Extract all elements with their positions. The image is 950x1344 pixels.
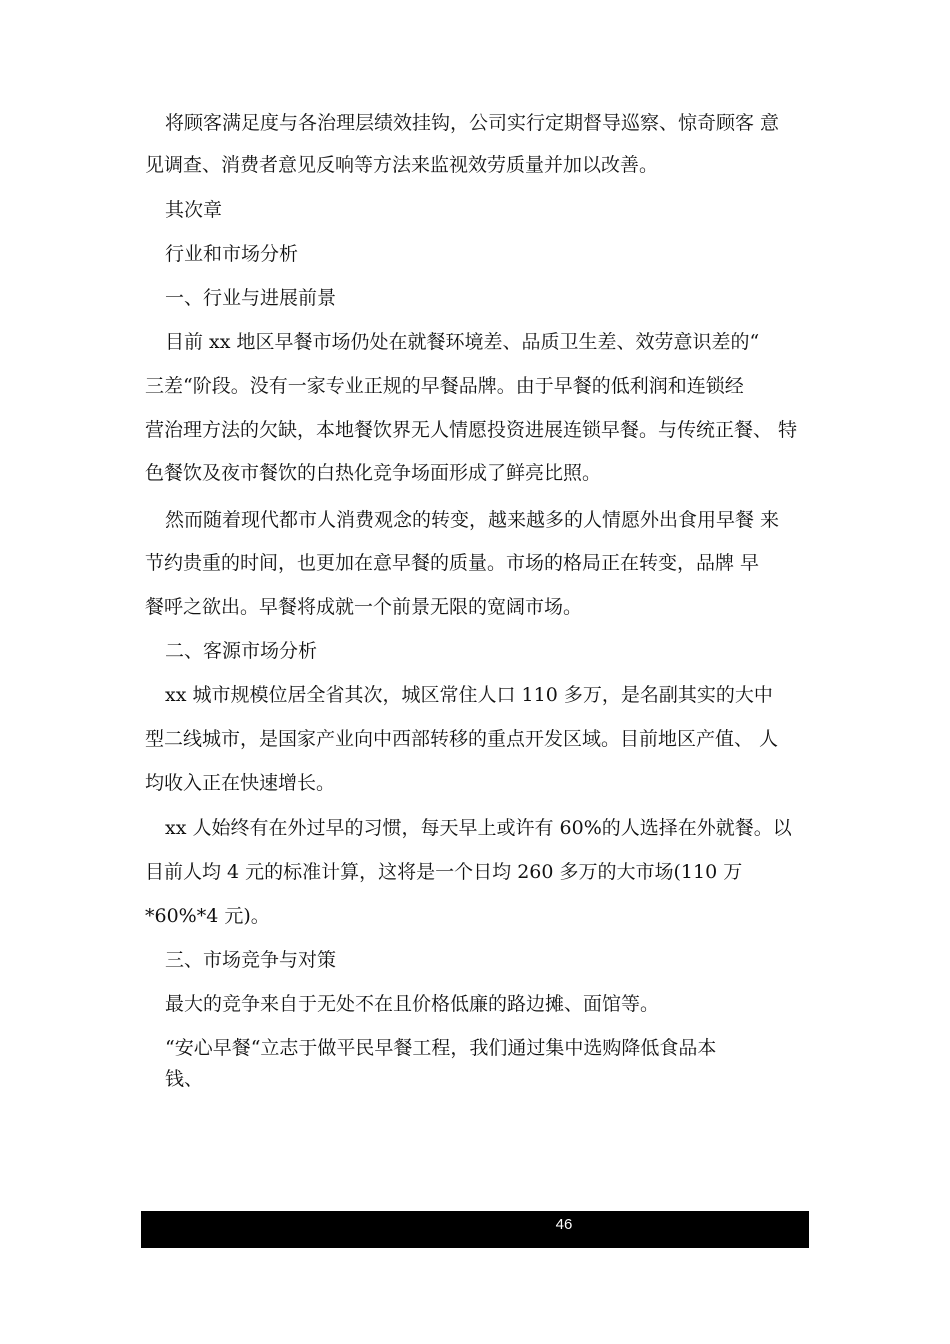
paragraph-line: 然而随着现代都市人消费观念的转变，越来越多的人情愿外出食用早餐 来 xyxy=(165,509,780,531)
paragraph-line: 三差“阶段。没有一家专业正规的早餐品牌。由于早餐的低利润和连锁经 xyxy=(145,375,744,397)
paragraph-line: 节约贵重的时间，也更加在意早餐的质量。市场的格局正在转变，品牌 早 xyxy=(145,552,760,574)
paragraph-line: 将顾客满足度与各治理层绩效挂钩，公司实行定期督导巡察、惊奇顾客 意 xyxy=(165,112,780,134)
section-heading: 二、客源市场分析 xyxy=(165,640,318,662)
paragraph-line: xx 人始终有在外过早的习惯，每天早上或许有 60%的人选择在外就餐。以 xyxy=(165,817,792,839)
paragraph-line: 最大的竞争来自于无处不在且价格低廉的路边摊、面馆等。 xyxy=(165,993,660,1015)
paragraph-line: xx 城市规模位居全省其次，城区常住人口 110 多万，是名副其实的大中 xyxy=(165,684,773,706)
paragraph-line: 见调查、消费者意见反响等方法来监视效劳质量并加以改善。 xyxy=(145,154,659,176)
section-heading: 一、行业与进展前景 xyxy=(165,287,337,309)
paragraph-line: *60%*4 元)。 xyxy=(145,905,270,927)
paragraph-line: 营治理方法的欠缺，本地餐饮界无人情愿投资进展连锁早餐。与传统正餐、 特 xyxy=(145,419,798,441)
paragraph-line: “安心早餐“立志于做平民早餐工程，我们通过集中选购降低食品本 xyxy=(165,1037,717,1059)
paragraph-line: 型二线城市，是国家产业向中西部转移的重点开发区域。目前地区产值、 人 xyxy=(145,728,779,750)
paragraph-line: 色餐饮及夜市餐饮的白热化竞争场面形成了鲜亮比照。 xyxy=(145,462,602,484)
footer-bar xyxy=(141,1211,809,1248)
page-number: 46 xyxy=(555,1216,573,1233)
paragraph-line: 钱、 xyxy=(165,1068,204,1090)
paragraph-line: 餐呼之欲出。早餐将成就一个前景无限的宽阔市场。 xyxy=(145,596,583,618)
paragraph-line: 目前 xx 地区早餐市场仍处在就餐环境差、品质卫生差、效劳意识差的“ xyxy=(165,331,760,353)
paragraph-line: 均收入正在快速增长。 xyxy=(145,772,336,794)
chapter-title: 行业和市场分析 xyxy=(165,243,299,265)
section-heading: 三、市场竞争与对策 xyxy=(165,949,337,971)
paragraph-line: 目前人均 4 元的标准计算，这将是一个日均 260 多万的大市场(110 万 xyxy=(145,861,743,883)
chapter-heading: 其次章 xyxy=(165,199,223,221)
